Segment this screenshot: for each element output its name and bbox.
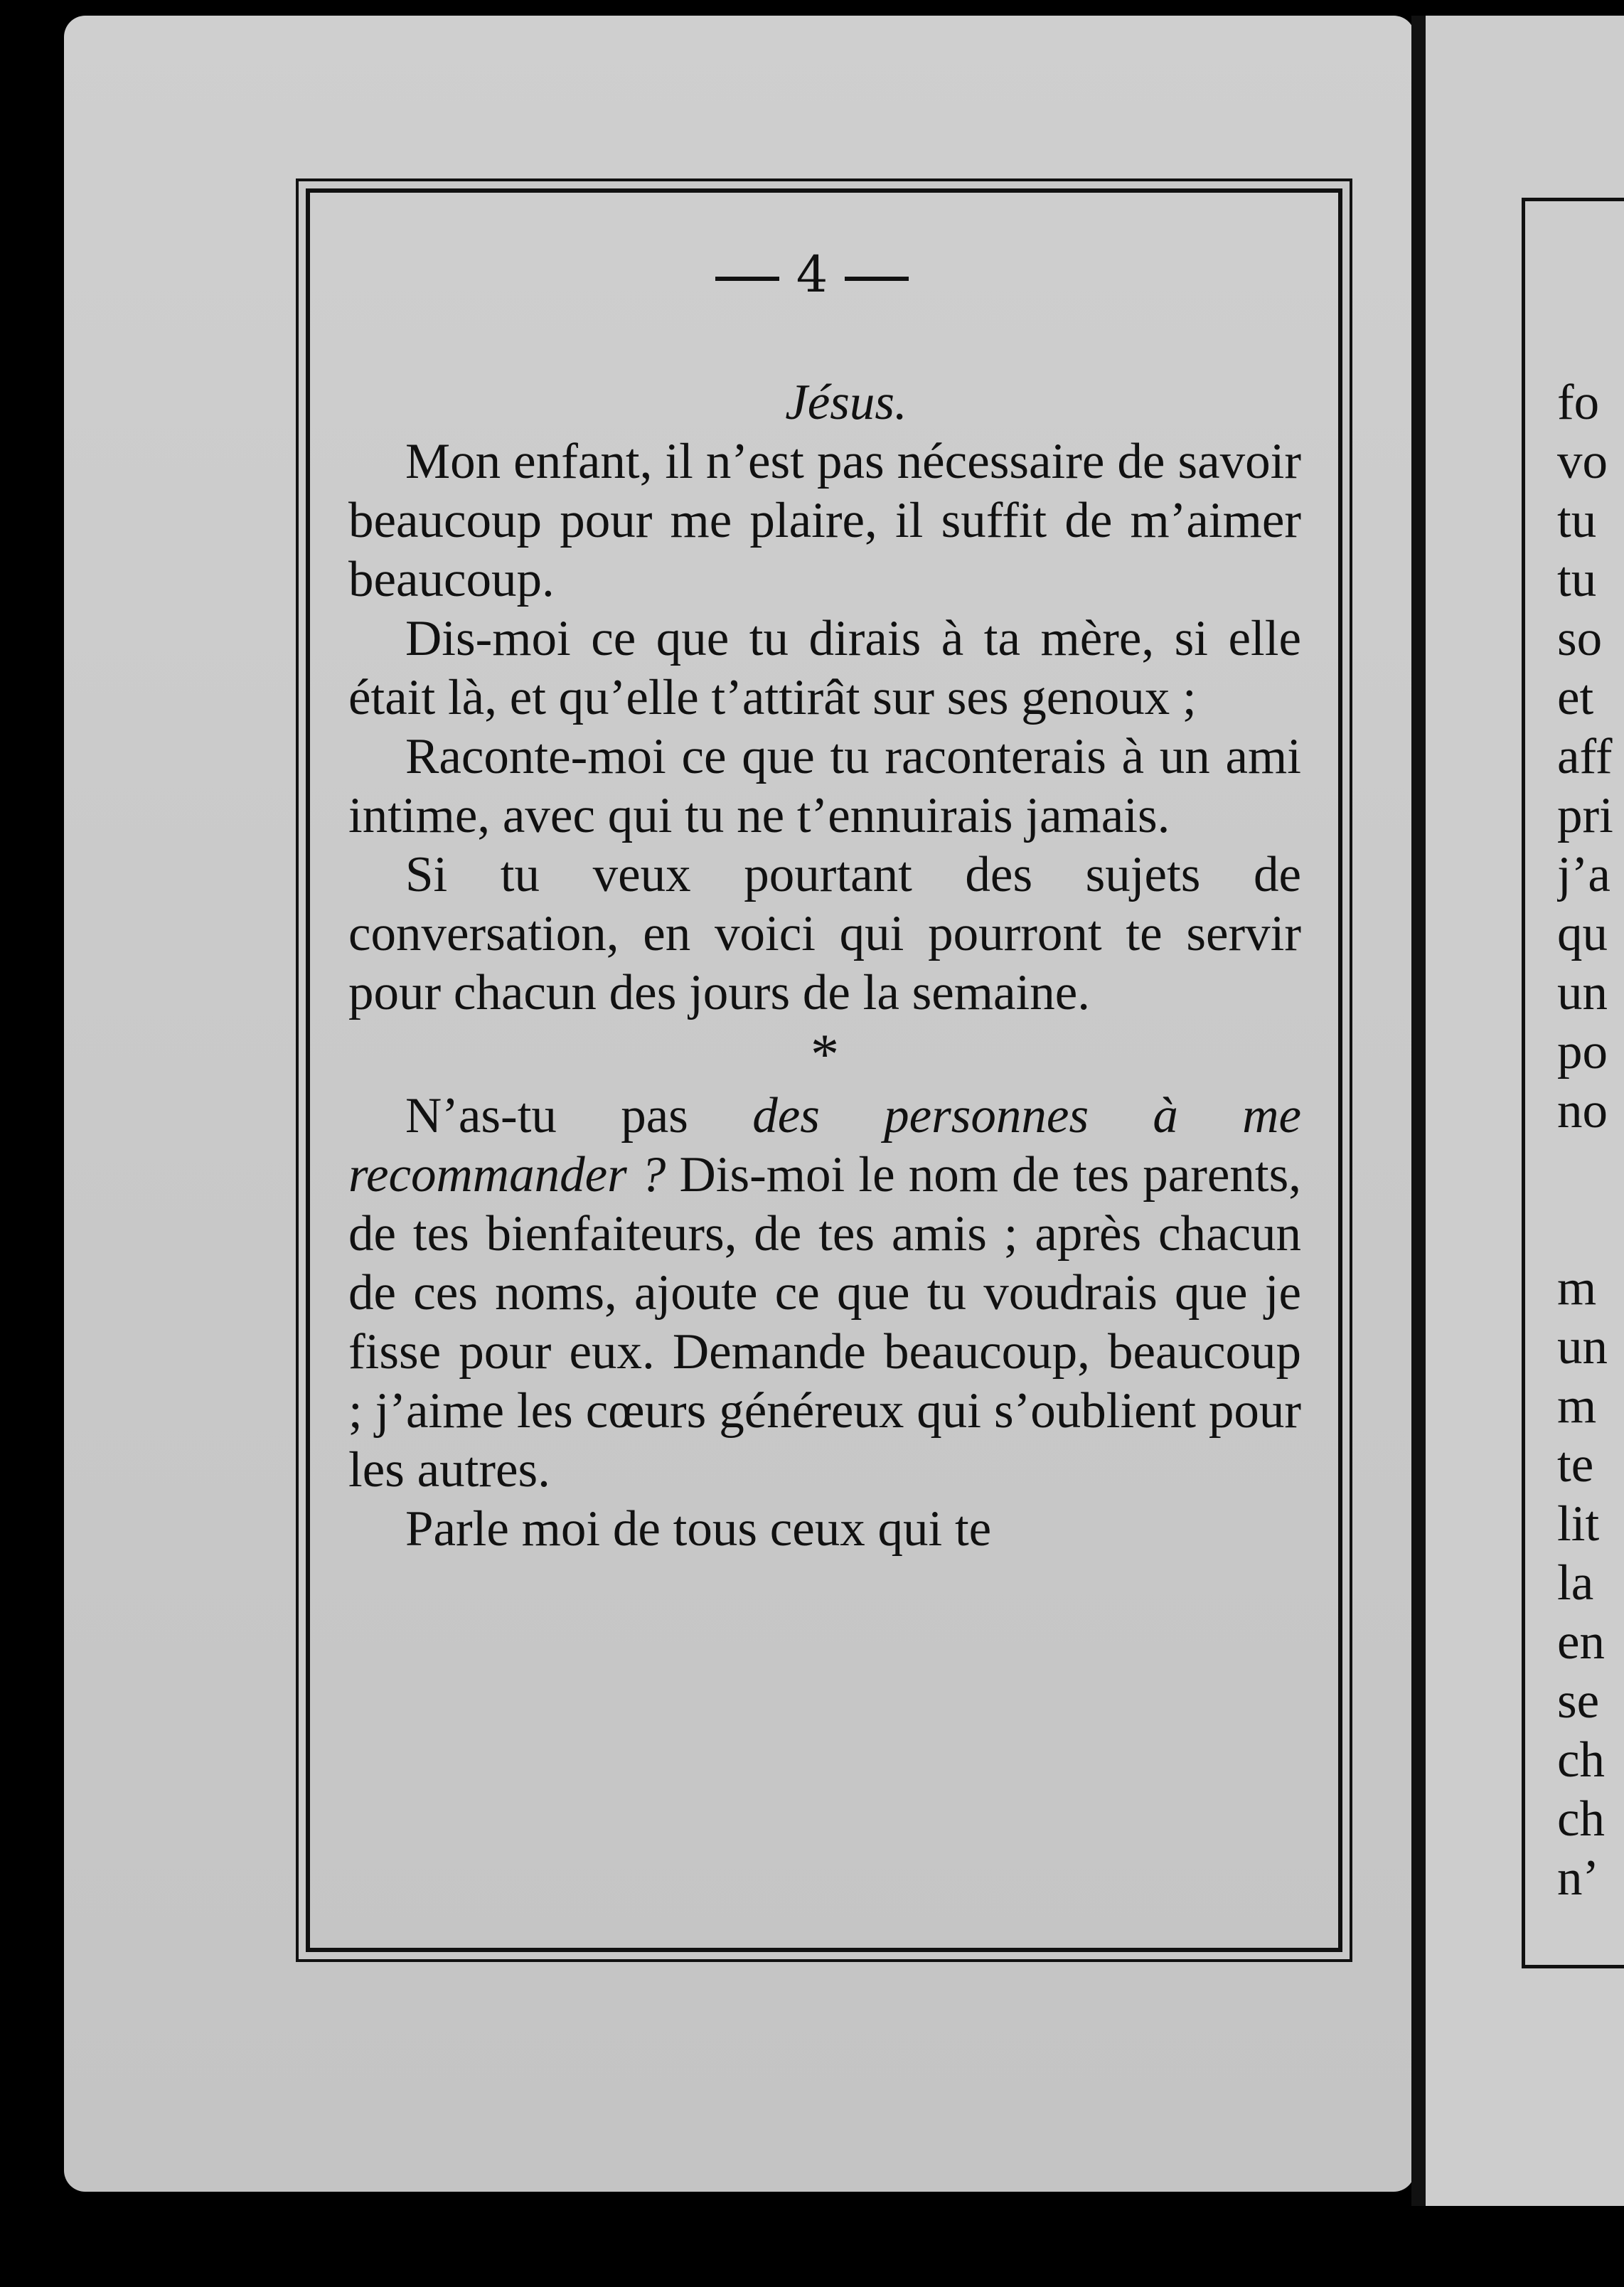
paragraph-2: Dis-moi ce que tu dirais à ta mère, si elle était là, et qu’elle t’attirât sur ses genoux ; bbox=[348, 611, 1301, 725]
paragraph-6: Parle moi de tous ceux qui te bbox=[405, 1501, 992, 1557]
next-page-fragment: en bbox=[1557, 1614, 1606, 1670]
next-page-fragment: la bbox=[1557, 1555, 1594, 1611]
next-page-fragment: n’ bbox=[1557, 1850, 1600, 1906]
paragraph-3: Raconte-moi ce que tu raconterais à un ami intime, avec qui tu ne t’ennuirais jamais. bbox=[348, 729, 1301, 843]
next-page-fragment: qu bbox=[1557, 906, 1608, 961]
next-page-fragment: un bbox=[1557, 965, 1608, 1020]
next-page-fragment: po bbox=[1557, 1024, 1608, 1079]
paragraph-5 bbox=[348, 1087, 1301, 1500]
dash-right bbox=[845, 277, 909, 281]
next-page-fragment: j’a bbox=[1557, 847, 1610, 902]
paragraph-5-rest: Dis-moi le nom de tes parents, de tes bienfaiteurs, de tes amis ; après chacun de ces noms, ajoute ce que tu voudrais que je fisse pour eux. Demande beaucoup, beaucoup ; j’aime les cœurs généreux qui s’oublient pour les autres. bbox=[348, 1147, 1302, 1498]
heading: Jésus. bbox=[785, 375, 907, 430]
next-page-fragment: m bbox=[1557, 1378, 1597, 1434]
next-page-fragment: tu bbox=[1557, 493, 1597, 548]
next-page-fragment: un bbox=[1557, 1319, 1608, 1375]
next-page-fragment: se bbox=[1557, 1673, 1600, 1729]
next-page-fragment: aff bbox=[1557, 729, 1613, 784]
paragraph-1: Mon enfant, il n’est pas nécessaire de savoir beaucoup pour me plaire, il suffit de m’aimer beaucoup. bbox=[348, 434, 1301, 607]
paragraph-5-start: N’as-tu pas bbox=[405, 1088, 753, 1144]
separator-asterisk: * bbox=[811, 1023, 839, 1086]
page-fold bbox=[1411, 16, 1426, 2206]
next-page-fragment: lit bbox=[1557, 1496, 1600, 1552]
dash-left bbox=[715, 277, 779, 281]
next-page-fragment: no bbox=[1557, 1083, 1608, 1139]
paragraph-5-italic: des personnes à me recommander ? bbox=[348, 1088, 1301, 1203]
paragraph-4: Si tu veux pourtant des sujets de conversation, en voici qui pourront te servir pour chacun des jours de la semaine. bbox=[348, 847, 1301, 1020]
next-page-fragment bbox=[1557, 1141, 1624, 1200]
page-text bbox=[348, 373, 1301, 1559]
next-page-fragment: m bbox=[1557, 1260, 1597, 1316]
page-number bbox=[0, 245, 1624, 304]
next-page-fragment: pri bbox=[1557, 788, 1613, 843]
page-number-value: 4 bbox=[796, 245, 828, 304]
next-page-fragment: et bbox=[1557, 670, 1594, 725]
next-page-fragment: fo bbox=[1557, 375, 1600, 430]
next-page-fragment: so bbox=[1557, 611, 1603, 666]
next-page-fragment: ch bbox=[1557, 1791, 1606, 1847]
next-page-fragment: ch bbox=[1557, 1732, 1606, 1788]
next-page-fragment: te bbox=[1557, 1437, 1594, 1493]
next-page-fragment bbox=[1557, 1200, 1624, 1259]
next-page-fragment: vo bbox=[1557, 434, 1608, 489]
next-page-text bbox=[1557, 373, 1624, 1908]
next-page-fragment: tu bbox=[1557, 552, 1597, 607]
